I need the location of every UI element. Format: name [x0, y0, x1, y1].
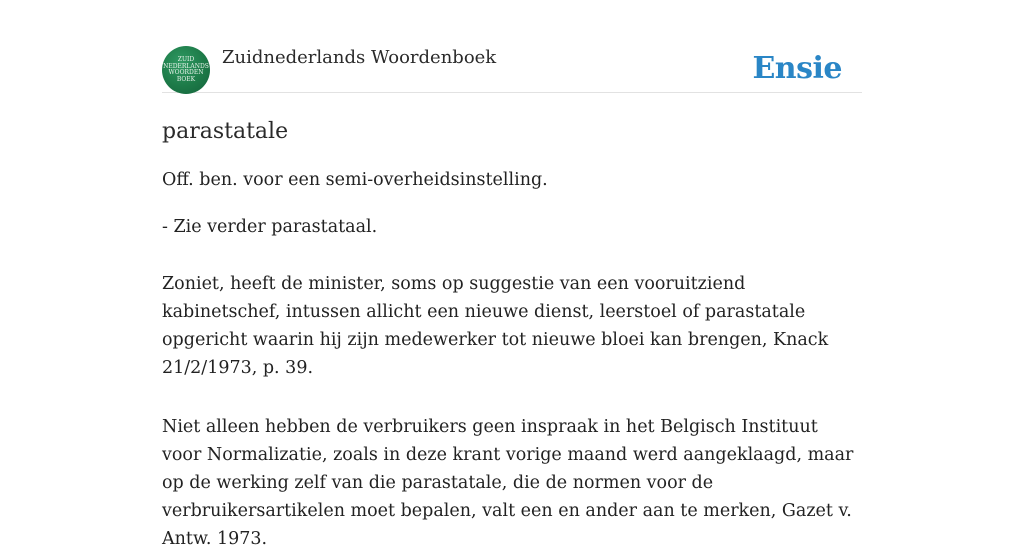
logo-text-line: NEDERLANDS	[163, 62, 209, 70]
entry-definition: Off. ben. voor een semi-overheidsinstelling.	[162, 170, 548, 190]
entry-term: parastatale	[162, 119, 289, 144]
dictionary-name-link[interactable]: Zuidnederlands Woordenboek	[222, 47, 497, 68]
logo-text-line: ZUID	[177, 56, 195, 63]
entry-example-2: Niet alleen hebben de verbruikers geen inspraak in het Belgisch Instituut voor Normalizatie, zoals in deze krant vorige maand werd aangeklaagd, maar op de werking zelf van die parastatale, die de normen voor de verbruikersartikelen moet bepalen, valt een en ander aan te merken, Gazet v. Antw. 1973.	[162, 417, 854, 549]
logo-text-line: WOORDEN	[168, 69, 204, 76]
dictionary-entry-card	[162, 46, 862, 553]
ensie-brand-logo[interactable]: Ensie	[752, 51, 842, 86]
entry-see-also: - Zie verder parastataal.	[162, 217, 378, 237]
dictionary-logo[interactable]	[162, 46, 210, 94]
logo-text-line: BOEK	[176, 75, 196, 83]
entry-example-1: Zoniet, heeft de minister, soms op suggestie van een vooruitziend kabinetschef, intussen allicht een nieuwe dienst, leerstoel of parastatale opgericht waarin hij zijn medewerker tot nieuwe bloei kan brengen, Knack 21/2/1973, p. 39.	[162, 274, 829, 378]
entry-header	[162, 46, 862, 93]
